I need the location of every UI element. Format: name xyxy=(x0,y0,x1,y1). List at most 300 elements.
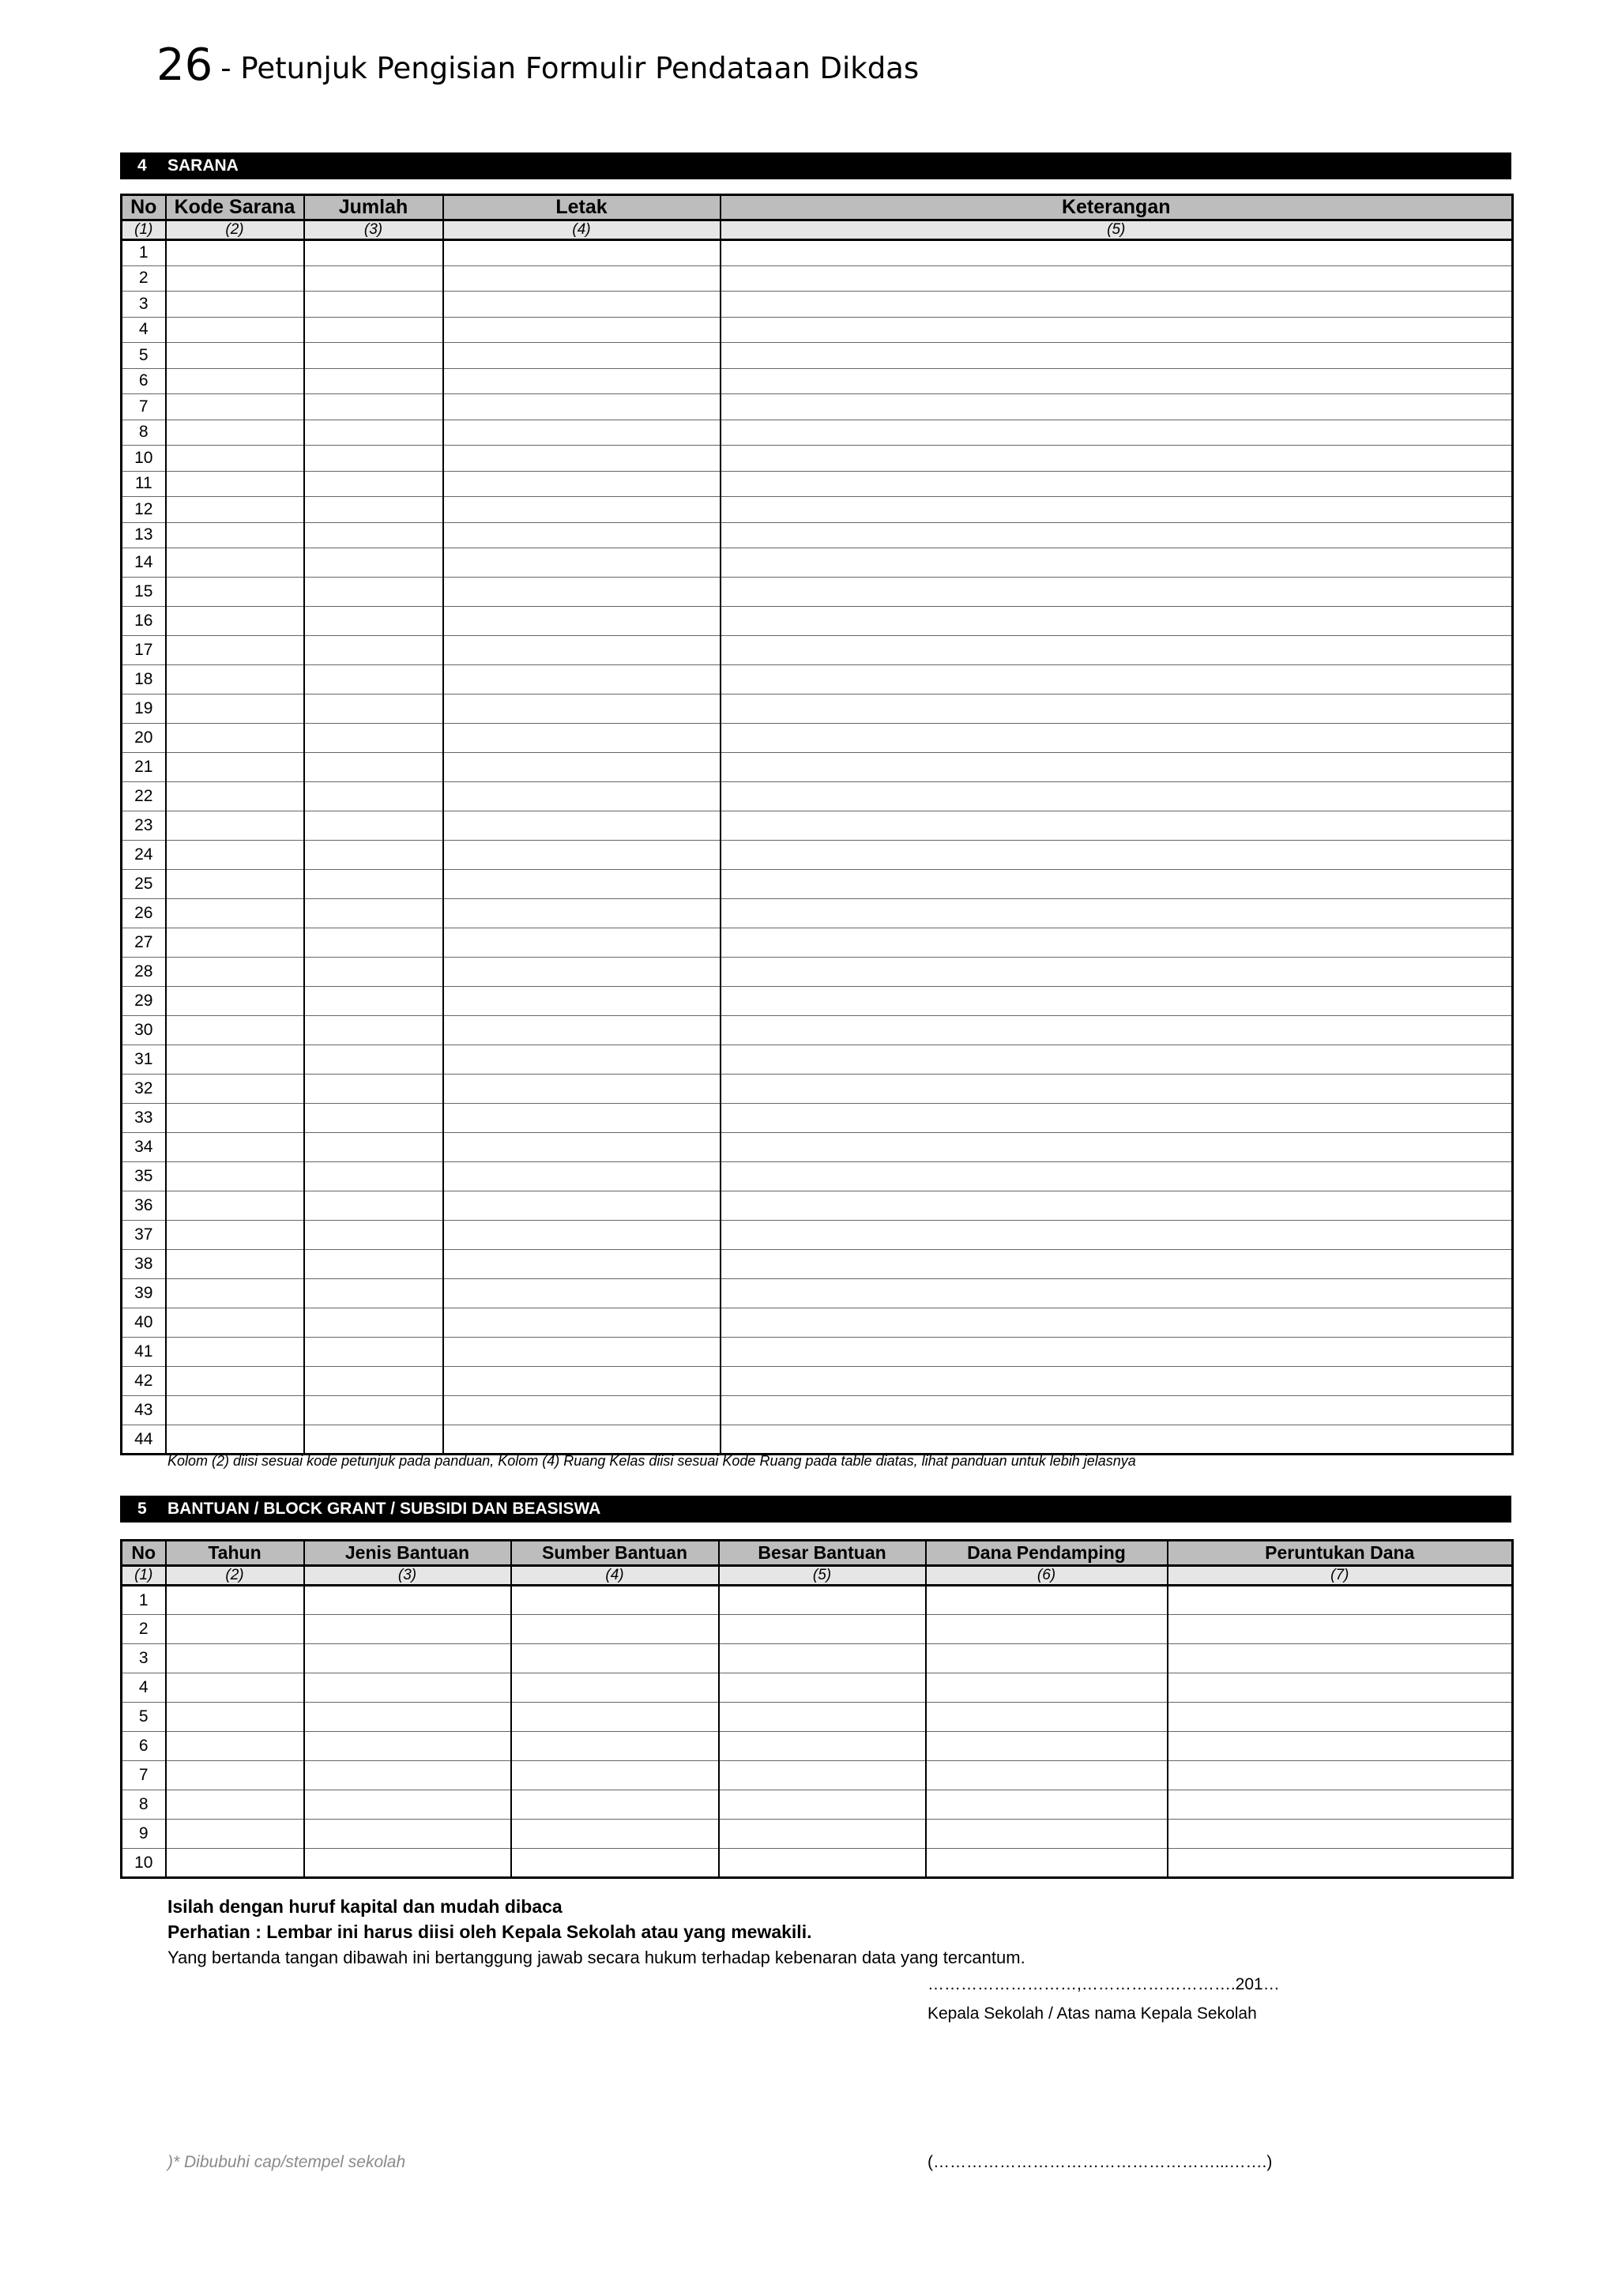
entry-cell[interactable] xyxy=(1168,1673,1513,1703)
entry-cell[interactable] xyxy=(166,1250,304,1279)
table-row xyxy=(122,368,1513,394)
row-number: 8 xyxy=(122,1790,166,1820)
entry-cell[interactable] xyxy=(926,1673,1168,1703)
entry-cell[interactable] xyxy=(511,1615,719,1644)
entry-cell[interactable] xyxy=(443,782,721,811)
entry-cell[interactable] xyxy=(166,240,304,266)
entry-cell[interactable] xyxy=(721,578,1513,607)
entry-cell[interactable] xyxy=(443,607,721,636)
entry-cell[interactable] xyxy=(443,1075,721,1104)
entry-cell[interactable] xyxy=(304,1162,443,1191)
entry-cell[interactable] xyxy=(721,265,1513,292)
entry-cell[interactable] xyxy=(304,1644,511,1673)
entry-cell[interactable] xyxy=(304,782,443,811)
entry-cell[interactable] xyxy=(304,1849,511,1878)
entry-cell[interactable] xyxy=(443,368,721,394)
row-number: 15 xyxy=(122,578,166,607)
column-number: (4) xyxy=(443,220,721,240)
entry-cell[interactable] xyxy=(443,471,721,497)
entry-cell[interactable] xyxy=(721,1104,1513,1133)
entry-cell[interactable] xyxy=(443,1104,721,1133)
table-row xyxy=(122,522,1513,548)
entry-cell[interactable] xyxy=(719,1732,926,1761)
row-number: 18 xyxy=(122,665,166,694)
entry-cell[interactable] xyxy=(443,694,721,724)
entry-cell[interactable] xyxy=(166,1790,304,1820)
entry-cell[interactable] xyxy=(721,958,1513,987)
entry-cell[interactable] xyxy=(304,1191,443,1221)
table-row xyxy=(122,1308,1513,1338)
entry-cell[interactable] xyxy=(443,240,721,266)
entry-cell[interactable] xyxy=(511,1761,719,1790)
entry-cell[interactable] xyxy=(721,724,1513,753)
entry-cell[interactable] xyxy=(304,1673,511,1703)
entry-cell[interactable] xyxy=(304,1703,511,1732)
entry-cell[interactable] xyxy=(304,292,443,318)
entry-cell[interactable] xyxy=(443,446,721,472)
entry-cell[interactable] xyxy=(304,636,443,665)
table-row xyxy=(122,1016,1513,1045)
entry-cell[interactable] xyxy=(721,1075,1513,1104)
entry-cell[interactable] xyxy=(719,1849,926,1878)
column-number: (3) xyxy=(304,220,443,240)
entry-cell[interactable] xyxy=(304,548,443,578)
entry-cell[interactable] xyxy=(719,1703,926,1732)
entry-cell[interactable] xyxy=(166,1425,304,1455)
entry-cell[interactable] xyxy=(511,1820,719,1849)
entry-cell[interactable] xyxy=(926,1644,1168,1673)
table-header-row xyxy=(122,1541,1513,1566)
entry-cell[interactable] xyxy=(719,1673,926,1703)
entry-cell[interactable] xyxy=(1168,1761,1513,1790)
entry-cell[interactable] xyxy=(166,1016,304,1045)
entry-cell[interactable] xyxy=(719,1586,926,1615)
row-number: 6 xyxy=(122,368,166,394)
entry-cell[interactable] xyxy=(166,607,304,636)
row-number: 24 xyxy=(122,841,166,870)
entry-cell[interactable] xyxy=(443,1221,721,1250)
entry-cell[interactable] xyxy=(721,497,1513,523)
entry-cell[interactable] xyxy=(304,1279,443,1308)
entry-cell[interactable] xyxy=(304,1425,443,1455)
table-row xyxy=(122,1790,1513,1820)
column-header-tahun: Tahun xyxy=(166,1541,304,1566)
entry-cell[interactable] xyxy=(719,1790,926,1820)
table-row xyxy=(122,578,1513,607)
entry-cell[interactable] xyxy=(166,420,304,446)
entry-cell[interactable] xyxy=(443,928,721,958)
entry-cell[interactable] xyxy=(166,1820,304,1849)
entry-cell[interactable] xyxy=(721,607,1513,636)
entry-cell[interactable] xyxy=(443,636,721,665)
entry-cell[interactable] xyxy=(166,841,304,870)
entry-cell[interactable] xyxy=(443,1367,721,1396)
entry-cell[interactable] xyxy=(1168,1615,1513,1644)
entry-cell[interactable] xyxy=(304,841,443,870)
entry-cell[interactable] xyxy=(166,636,304,665)
entry-cell[interactable] xyxy=(721,292,1513,318)
column-header-sumber-bantuan: Sumber Bantuan xyxy=(511,1541,719,1566)
page-header xyxy=(156,40,919,91)
column-header-jumlah: Jumlah xyxy=(304,195,443,220)
entry-cell[interactable] xyxy=(304,471,443,497)
entry-cell[interactable] xyxy=(166,1279,304,1308)
entry-cell[interactable] xyxy=(166,343,304,369)
entry-cell[interactable] xyxy=(719,1644,926,1673)
entry-cell[interactable] xyxy=(443,420,721,446)
table-row xyxy=(122,446,1513,472)
entry-cell[interactable] xyxy=(304,1367,443,1396)
table-row xyxy=(122,694,1513,724)
entry-cell[interactable] xyxy=(166,987,304,1016)
column-number: (1) xyxy=(122,1566,166,1586)
entry-cell[interactable] xyxy=(304,497,443,523)
entry-cell[interactable] xyxy=(304,1221,443,1250)
entry-cell[interactable] xyxy=(166,317,304,343)
entry-cell[interactable] xyxy=(166,578,304,607)
row-number: 4 xyxy=(122,317,166,343)
entry-cell[interactable] xyxy=(304,265,443,292)
table-row xyxy=(122,782,1513,811)
entry-cell[interactable] xyxy=(166,548,304,578)
entry-cell[interactable] xyxy=(304,1075,443,1104)
entry-cell[interactable] xyxy=(166,1673,304,1703)
entry-cell[interactable] xyxy=(721,636,1513,665)
entry-cell[interactable] xyxy=(511,1849,719,1878)
table-row xyxy=(122,317,1513,343)
entry-cell[interactable] xyxy=(1168,1732,1513,1761)
page-title: - Petunjuk Pengisian Formulir Pendataan Dikdas xyxy=(220,51,920,85)
table-row xyxy=(122,958,1513,987)
entry-cell[interactable] xyxy=(721,522,1513,548)
entry-cell[interactable] xyxy=(166,811,304,841)
entry-cell[interactable] xyxy=(443,578,721,607)
entry-cell[interactable] xyxy=(443,753,721,782)
entry-cell[interactable] xyxy=(443,1191,721,1221)
entry-cell[interactable] xyxy=(926,1790,1168,1820)
entry-cell[interactable] xyxy=(926,1615,1168,1644)
entry-cell[interactable] xyxy=(721,1367,1513,1396)
entry-cell[interactable] xyxy=(166,694,304,724)
entry-cell[interactable] xyxy=(166,1221,304,1250)
entry-cell[interactable] xyxy=(721,317,1513,343)
date-line: ………………………,……………………….201… xyxy=(928,1975,1280,1993)
entry-cell[interactable] xyxy=(166,292,304,318)
entry-cell[interactable] xyxy=(721,420,1513,446)
entry-cell[interactable] xyxy=(443,841,721,870)
entry-cell[interactable] xyxy=(443,1250,721,1279)
entry-cell[interactable] xyxy=(511,1732,719,1761)
row-number: 1 xyxy=(122,1586,166,1615)
entry-cell[interactable] xyxy=(1168,1586,1513,1615)
entry-cell[interactable] xyxy=(166,1162,304,1191)
entry-cell[interactable] xyxy=(166,368,304,394)
entry-cell[interactable] xyxy=(166,1849,304,1878)
entry-cell[interactable] xyxy=(166,782,304,811)
column-header-jenis-bantuan: Jenis Bantuan xyxy=(304,1541,511,1566)
entry-cell[interactable] xyxy=(166,1396,304,1425)
entry-cell[interactable] xyxy=(721,394,1513,420)
entry-cell[interactable] xyxy=(443,522,721,548)
entry-cell[interactable] xyxy=(166,1732,304,1761)
table-row xyxy=(122,636,1513,665)
entry-cell[interactable] xyxy=(1168,1703,1513,1732)
entry-cell[interactable] xyxy=(166,446,304,472)
entry-cell[interactable] xyxy=(304,958,443,987)
column-number: (4) xyxy=(511,1566,719,1586)
entry-cell[interactable] xyxy=(443,987,721,1016)
entry-cell[interactable] xyxy=(304,1615,511,1644)
entry-cell[interactable] xyxy=(304,317,443,343)
entry-cell[interactable] xyxy=(166,958,304,987)
entry-cell[interactable] xyxy=(443,1133,721,1162)
table-row xyxy=(122,1133,1513,1162)
entry-cell[interactable] xyxy=(304,1586,511,1615)
row-number: 7 xyxy=(122,1761,166,1790)
entry-cell[interactable] xyxy=(1168,1820,1513,1849)
entry-cell[interactable] xyxy=(721,1191,1513,1221)
entry-cell[interactable] xyxy=(721,1045,1513,1075)
entry-cell[interactable] xyxy=(166,1703,304,1732)
column-header-letak: Letak xyxy=(443,195,721,220)
section-5-number: 5 xyxy=(137,1500,147,1518)
entry-cell[interactable] xyxy=(443,343,721,369)
entry-cell[interactable] xyxy=(166,1615,304,1644)
entry-cell[interactable] xyxy=(443,724,721,753)
entry-cell[interactable] xyxy=(926,1703,1168,1732)
column-header-besar-bantuan: Besar Bantuan xyxy=(719,1541,926,1566)
entry-cell[interactable] xyxy=(166,1644,304,1673)
table-row xyxy=(122,1162,1513,1191)
entry-cell[interactable] xyxy=(721,548,1513,578)
entry-cell[interactable] xyxy=(304,665,443,694)
entry-cell[interactable] xyxy=(166,1367,304,1396)
entry-cell[interactable] xyxy=(166,1045,304,1075)
entry-cell[interactable] xyxy=(443,292,721,318)
entry-cell[interactable] xyxy=(304,928,443,958)
entry-cell[interactable] xyxy=(721,811,1513,841)
entry-cell[interactable] xyxy=(721,1425,1513,1455)
bantuan-table xyxy=(120,1539,1514,1879)
entry-cell[interactable] xyxy=(166,1338,304,1367)
entry-cell[interactable] xyxy=(166,1075,304,1104)
column-number: (3) xyxy=(304,1566,511,1586)
entry-cell[interactable] xyxy=(304,1016,443,1045)
sarana-table xyxy=(120,194,1514,1455)
entry-cell[interactable] xyxy=(304,522,443,548)
entry-cell[interactable] xyxy=(304,753,443,782)
entry-cell[interactable] xyxy=(304,240,443,266)
entry-cell[interactable] xyxy=(719,1761,926,1790)
entry-cell[interactable] xyxy=(1168,1644,1513,1673)
entry-cell[interactable] xyxy=(304,578,443,607)
table-row xyxy=(122,1367,1513,1396)
entry-cell[interactable] xyxy=(926,1586,1168,1615)
entry-cell[interactable] xyxy=(721,1338,1513,1367)
entry-cell[interactable] xyxy=(304,1820,511,1849)
entry-cell[interactable] xyxy=(443,899,721,928)
column-number: (6) xyxy=(926,1566,1168,1586)
entry-cell[interactable] xyxy=(166,870,304,899)
entry-cell[interactable] xyxy=(443,265,721,292)
entry-cell[interactable] xyxy=(166,1586,304,1615)
entry-cell[interactable] xyxy=(304,1250,443,1279)
entry-cell[interactable] xyxy=(304,420,443,446)
entry-cell[interactable] xyxy=(304,394,443,420)
entry-cell[interactable] xyxy=(166,1191,304,1221)
entry-cell[interactable] xyxy=(511,1703,719,1732)
entry-cell[interactable] xyxy=(166,928,304,958)
entry-cell[interactable] xyxy=(304,607,443,636)
entry-cell[interactable] xyxy=(443,1396,721,1425)
entry-cell[interactable] xyxy=(721,471,1513,497)
entry-cell[interactable] xyxy=(304,1104,443,1133)
table-row xyxy=(122,1279,1513,1308)
column-header-no: No xyxy=(122,1541,166,1566)
entry-cell[interactable] xyxy=(721,368,1513,394)
entry-cell[interactable] xyxy=(443,1425,721,1455)
entry-cell[interactable] xyxy=(166,1761,304,1790)
entry-cell[interactable] xyxy=(166,265,304,292)
entry-cell[interactable] xyxy=(721,446,1513,472)
row-number: 30 xyxy=(122,1016,166,1045)
entry-cell[interactable] xyxy=(304,694,443,724)
table-row xyxy=(122,899,1513,928)
entry-cell[interactable] xyxy=(721,1279,1513,1308)
entry-cell[interactable] xyxy=(304,1761,511,1790)
entry-cell[interactable] xyxy=(721,1308,1513,1338)
entry-cell[interactable] xyxy=(304,446,443,472)
entry-cell[interactable] xyxy=(304,1396,443,1425)
entry-cell[interactable] xyxy=(443,548,721,578)
table-row xyxy=(122,1191,1513,1221)
entry-cell[interactable] xyxy=(304,724,443,753)
entry-cell[interactable] xyxy=(721,870,1513,899)
entry-cell[interactable] xyxy=(443,1045,721,1075)
entry-cell[interactable] xyxy=(721,987,1513,1016)
entry-cell[interactable] xyxy=(1168,1790,1513,1820)
row-number: 42 xyxy=(122,1367,166,1396)
row-number: 14 xyxy=(122,548,166,578)
entry-cell[interactable] xyxy=(721,343,1513,369)
entry-cell[interactable] xyxy=(443,317,721,343)
table-row xyxy=(122,292,1513,318)
entry-cell[interactable] xyxy=(1168,1849,1513,1878)
entry-cell[interactable] xyxy=(304,368,443,394)
entry-cell[interactable] xyxy=(721,240,1513,266)
entry-cell[interactable] xyxy=(166,724,304,753)
entry-cell[interactable] xyxy=(166,899,304,928)
entry-cell[interactable] xyxy=(166,753,304,782)
entry-cell[interactable] xyxy=(166,497,304,523)
entry-cell[interactable] xyxy=(304,1308,443,1338)
entry-cell[interactable] xyxy=(304,1732,511,1761)
entry-cell[interactable] xyxy=(721,1016,1513,1045)
entry-cell[interactable] xyxy=(721,1250,1513,1279)
row-number: 8 xyxy=(122,420,166,446)
entry-cell[interactable] xyxy=(166,1133,304,1162)
entry-cell[interactable] xyxy=(304,1133,443,1162)
table-row xyxy=(122,1045,1513,1075)
sarana-note: Kolom (2) diisi sesuai kode petunjuk pada panduan, Kolom (4) Ruang Kelas diisi sesuai Kode Ruang pada table diatas, lihat panduan untuk lebih jelasnya xyxy=(167,1453,1136,1469)
entry-cell[interactable] xyxy=(443,870,721,899)
entry-cell[interactable] xyxy=(166,522,304,548)
entry-cell[interactable] xyxy=(719,1615,926,1644)
entry-cell[interactable] xyxy=(926,1732,1168,1761)
entry-cell[interactable] xyxy=(511,1644,719,1673)
entry-cell[interactable] xyxy=(304,870,443,899)
entry-cell[interactable] xyxy=(721,928,1513,958)
entry-cell[interactable] xyxy=(721,753,1513,782)
entry-cell[interactable] xyxy=(443,1162,721,1191)
row-number: 2 xyxy=(122,265,166,292)
entry-cell[interactable] xyxy=(166,1104,304,1133)
entry-cell[interactable] xyxy=(166,1308,304,1338)
entry-cell[interactable] xyxy=(443,1016,721,1045)
row-number: 31 xyxy=(122,1045,166,1075)
entry-cell[interactable] xyxy=(511,1673,719,1703)
entry-cell[interactable] xyxy=(926,1761,1168,1790)
entry-cell[interactable] xyxy=(926,1820,1168,1849)
entry-cell[interactable] xyxy=(721,1396,1513,1425)
entry-cell[interactable] xyxy=(304,987,443,1016)
entry-cell[interactable] xyxy=(443,1338,721,1367)
table-row xyxy=(122,1586,1513,1615)
entry-cell[interactable] xyxy=(166,471,304,497)
section-4-number: 4 xyxy=(137,156,147,175)
entry-cell[interactable] xyxy=(721,899,1513,928)
entry-cell[interactable] xyxy=(443,665,721,694)
column-number: (2) xyxy=(166,1566,304,1586)
table-row xyxy=(122,1338,1513,1367)
instruction-responsibility: Yang bertanda tangan dibawah ini bertanggung jawab secara hukum terhadap kebenaran data yang tercantum. xyxy=(167,1948,1025,1967)
entry-cell[interactable] xyxy=(166,665,304,694)
entry-cell[interactable] xyxy=(166,394,304,420)
entry-cell[interactable] xyxy=(721,841,1513,870)
entry-cell[interactable] xyxy=(443,1308,721,1338)
entry-cell[interactable] xyxy=(721,1162,1513,1191)
row-number: 41 xyxy=(122,1338,166,1367)
entry-cell[interactable] xyxy=(443,1279,721,1308)
row-number: 35 xyxy=(122,1162,166,1191)
entry-cell[interactable] xyxy=(721,782,1513,811)
row-number: 38 xyxy=(122,1250,166,1279)
column-number: (5) xyxy=(719,1566,926,1586)
entry-cell[interactable] xyxy=(511,1586,719,1615)
entry-cell[interactable] xyxy=(721,1221,1513,1250)
entry-cell[interactable] xyxy=(304,1338,443,1367)
entry-cell[interactable] xyxy=(719,1820,926,1849)
entry-cell[interactable] xyxy=(511,1790,719,1820)
entry-cell[interactable] xyxy=(443,497,721,523)
entry-cell[interactable] xyxy=(304,343,443,369)
entry-cell[interactable] xyxy=(721,665,1513,694)
entry-cell[interactable] xyxy=(443,811,721,841)
entry-cell[interactable] xyxy=(304,811,443,841)
row-number: 36 xyxy=(122,1191,166,1221)
entry-cell[interactable] xyxy=(443,958,721,987)
entry-cell[interactable] xyxy=(443,394,721,420)
entry-cell[interactable] xyxy=(304,899,443,928)
table-row xyxy=(122,1075,1513,1104)
entry-cell[interactable] xyxy=(304,1790,511,1820)
row-number: 3 xyxy=(122,292,166,318)
row-number: 13 xyxy=(122,522,166,548)
entry-cell[interactable] xyxy=(304,1045,443,1075)
entry-cell[interactable] xyxy=(721,694,1513,724)
entry-cell[interactable] xyxy=(926,1849,1168,1878)
entry-cell[interactable] xyxy=(721,1133,1513,1162)
